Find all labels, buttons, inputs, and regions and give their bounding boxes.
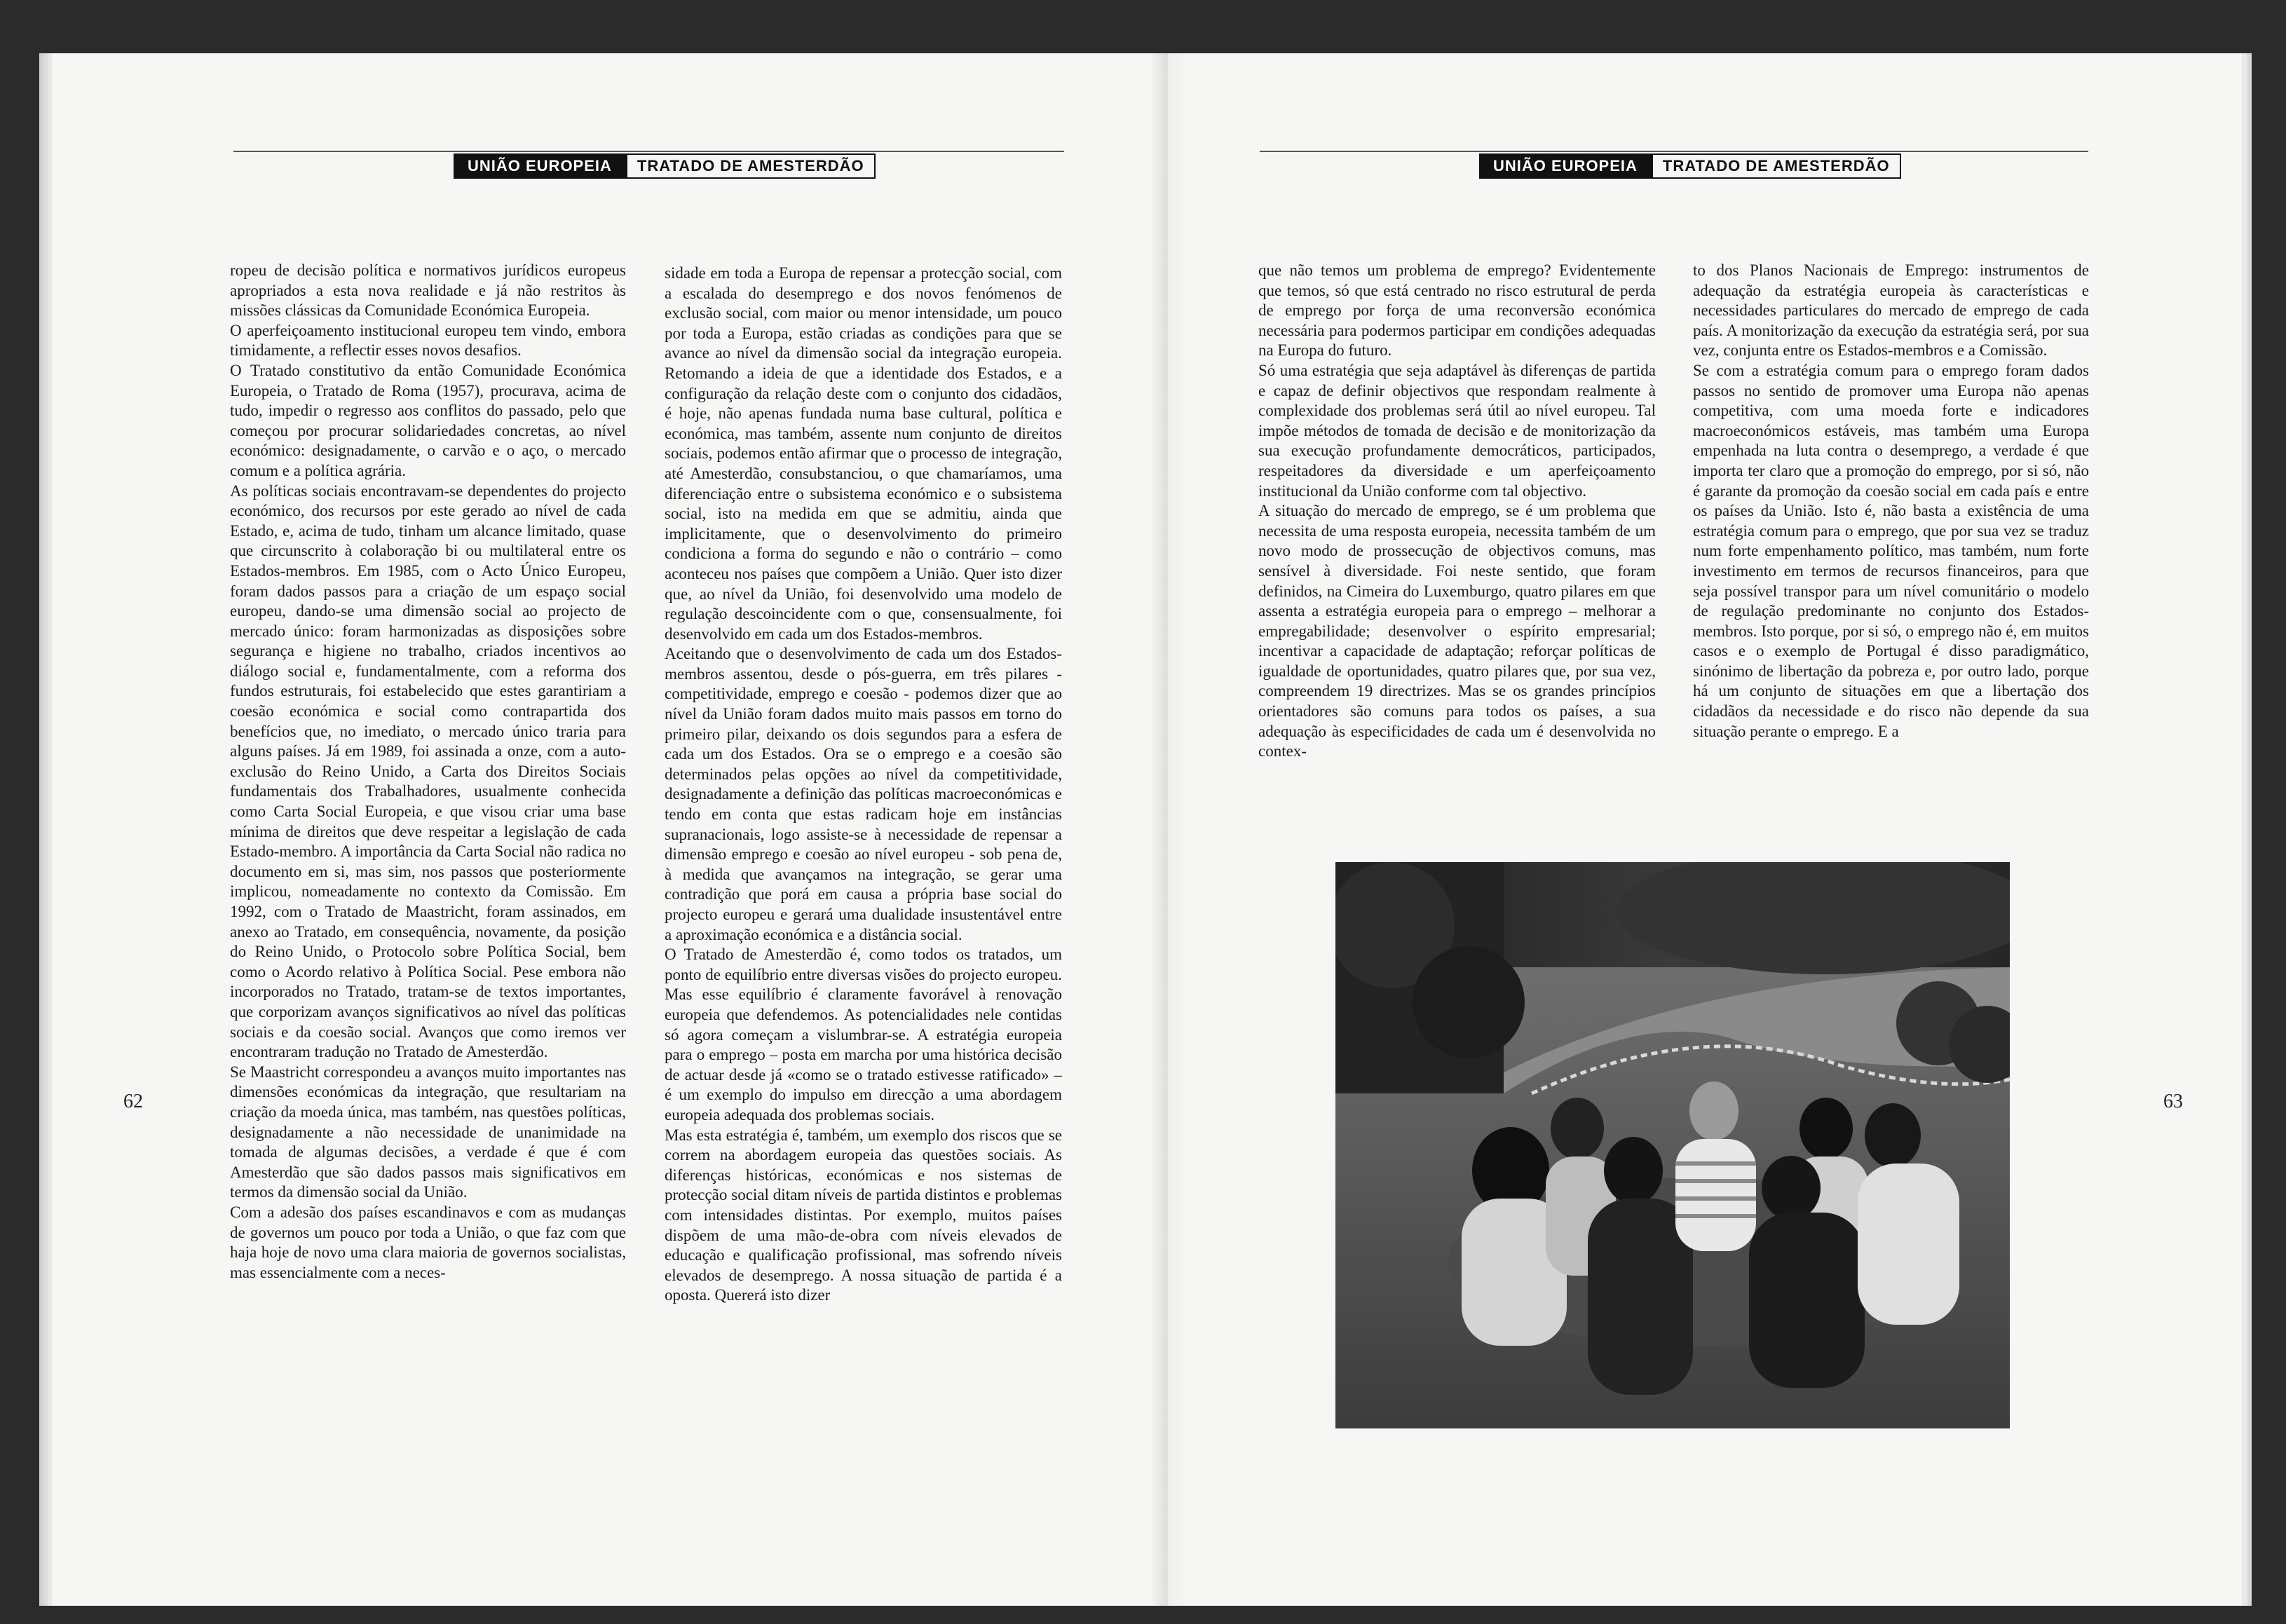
header-section-label: UNIÃO EUROPEIA (1479, 153, 1652, 179)
paragraph: Só uma estratégia que seja adaptável às diferenças de partida e capaz de definir objectivos que respondam realmente à complexidade dos problemas será útil ao nível europeu. Tal impõe métodos de tomada de decisão e de monitorização da sua execução profundamente democráticos, participados, respeitadores da diversidade e um aperfeiçoamento institucional da União conforme com tal objectivo. (1258, 361, 1656, 500)
left-header-rule (233, 151, 1064, 152)
paragraph: Com a adesão dos países escandinavos e com as mudanças de governos um pouco por toda a União, o que faz com que haja hoje de novo uma clara maioria de governos socialistas, mas essencialmente com a neces- (230, 1203, 626, 1281)
photo-image (1335, 862, 2010, 1428)
paragraph: que não temos um problema de emprego? Evidentemente que temos, só que está centrado no risco estrutural de perda de emprego por força de uma reconversão económica necessária para podermos participar em condições adequadas na Europa do futuro. (1258, 261, 1656, 360)
paragraph: O aperfeiçoamento institucional europeu tem vindo, embora timidamente, a reflectir esses novos desafios. (230, 321, 626, 360)
header-topic-label: TRATADO DE AMESTERDÃO (626, 153, 876, 179)
paragraph: Se Maastricht correspondeu a avanços muito importantes nas dimensões económicas da integração, que resultariam na criação da moeda única, mas também, nas questões políticas, designadamente a não necessidade de unanimidade na tomada de algumas decisões, a verdade é que é com Amesterdão que são dados passos mais significativos em termos da dimensão social da União. (230, 1063, 626, 1201)
right-column-1 (1258, 261, 1656, 762)
paragraph: As políticas sociais encontravam-se dependentes do projecto económico, dos recursos por este gerado ao nível de cada Estado, e, acima de tudo, tinham um alcance limitado, quase que circunscrito à colaboração bi ou multilateral entre os Estados-membros. Em 1985, com o Acto Único Europeu, foram dados passos para a criação de um espaço social europeu, dando-se uma dimensão social ao projecto de mercado único: foram harmonizadas as disposições sobre segurança e higiene no trabalho, criados incentivos ao diálogo social e, fundamentalmente, com a reforma dos fundos estruturais, foi estabelecido que estes garantiriam a coesão económica e social como contrapartida dos benefícios que, no imediato, o mercado único traria para alguns países. Já em 1989, foi assinada a onze, com a auto-exclusão do Reino Unido, a Carta dos Direitos Sociais fundamentais dos Trabalhadores, usualmente conhecida como Carta Social Europeia, e que visou criar uma base mínima de direitos que deve respeitar a legislação de cada Estado-membro. A importância da Carta Social não radica no documento em si, mas sim, nos passos que posteriormente implicou, nomeadamente no contexto da Comissão. Em 1992, com o Tratado de Maastricht, foram assinados, em anexo ao Tratado, em consequência, novamente, da posição do Reino Unido, o Protocolo sobre Política Social, bem como o Acordo relativo à Política Social. Pese embora não incorporados no Tratado, tratam-se de textos importantes, que corporizam avanços significativos ao nível das políticas sociais e da coesão social. Avanços que como iremos ver encontraram tradução no Tratado de Amesterdão. (230, 482, 626, 1061)
book-gutter (1150, 53, 1186, 1606)
left-page-number: 62 (123, 1091, 143, 1112)
paragraph: Aceitando que o desenvolvimento de cada um dos Estados-membros assentou, desde o pós-guerra, em três pilares - competitividade, emprego e coesão - podemos dizer que ao nível da União foram dados muito mais passos em torno do primeiro pilar, deixando os dois segundos para a esfera de cada um dos Estados. Ora se o emprego e a coesão são determinados pelas opções ao nível da competitividade, designadamente a definição das políticas macroeconómicas e tendo em conta que estas radicam hoje em instâncias supranacionais, logo assiste-se à necessidade de repensar a dimensão emprego e coesão ao nível europeu - sob pena de, à medida que avançamos na integração, se gerar uma contradição que porá em causa a própria base social do projecto europeu e gerará uma dualidade insustentável entre a aproximação económica e a distância social. (665, 645, 1062, 943)
paragraph: A situação do mercado de emprego, se é um problema que necessita de uma resposta europeia, necessita também de um novo modo de prossecução de objectivos comuns, mas sensível à diversidade. Foi neste sentido, que foram definidos, na Cimeira do Luxemburgo, quatro pilares em que assenta a estratégia europeia para o emprego – melhorar a empregabilidade; desenvolver o espírito empresarial; incentivar a capacidade de adaptação; reforçar políticas de igualdade de oportunidades, quatro pilares que, por sua vez, compreendem 19 directrizes. Mas se os grandes princípios orientadores são comuns para todos os países, a sua adequação às especificidades de cada um é desenvolvida no contex- (1258, 502, 1656, 760)
paragraph: Mas esta estratégia é, também, um exemplo dos riscos que se correm na abordagem europeia das questões sociais. As diferenças históricas, económicas e nos sistemas de protecção social ditam níveis de partida distintos e problemas com intensidades distintas. Por exemplo, muitos países dispõem de uma mão-de-obra com níveis elevados de educação e qualificação profissional, mas sofrendo níveis elevados de desemprego. A nossa situação de partida é a oposta. Quererá isto dizer (665, 1126, 1062, 1304)
paragraph: O Tratado de Amesterdão é, como todos os tratados, um ponto de equilíbrio entre diversas visões do projecto europeu. Mas esse equilíbrio é claramente favorável à renovação europeia que defendemos. As potencialidades nele contidas só agora começam a vislumbrar-se. A estratégia europeia para o emprego – posta em marcha por uma histórica decisão de actuar desde já «como se o tratado estivesse ratificado» – é um exemplo do impulso em direcção a uma abordagem europeia adequada dos problemas sociais. (665, 946, 1062, 1124)
header-topic-label: TRATADO DE AMESTERDÃO (1652, 153, 1901, 179)
left-column-2 (665, 264, 1062, 1306)
right-column-2 (1693, 261, 2089, 742)
header-section-label: UNIÃO EUROPEIA (454, 153, 626, 179)
left-running-header (454, 153, 876, 179)
left-column-1 (230, 261, 626, 1283)
right-page-number: 63 (2163, 1091, 2183, 1112)
paragraph: O Tratado constitutivo da então Comunidade Económica Europeia, o Tratado de Roma (1957), procurava, acima de tudo, impedir o regresso aos conflitos do passado, pelo que começou por procurar solidariedades concretas, ao nível económico: designadamente, o carvão e o aço, o mercado comum e a política agrária. (230, 361, 626, 479)
paragraph: sidade em toda a Europa de repensar a protecção social, com a escalada do desemprego e dos novos fenómenos de exclusão social, com maior ou menor intensidade, um pouco por toda a Europa, estão criadas as condições para que se avance ao nível da dimensão social da integração europeia. Retomando a ideia de que a identidade dos Estados, e a configuração da relação deste com o conjunto dos cidadãos, é hoje, não apenas fundada numa base cultural, política e económica, mas também, assente num conjunto de direitos sociais, podemos então afirmar que o processo de integração, até Amesterdão, consubstanciou, o que chamaríamos, uma diferenciação entre o subsistema económico e o subsistema social, isto na medida em que se admitiu, ainda que implicitamente, que o desenvolvimento do primeiro condiciona a forma do segundo e não o contrário – como aconteceu nos países que compõem a União. Quer isto dizer que, ao nível da União, foi desenvolvido uma modelo de regulação descoincidente com o que, consensualmente, foi desenvolvido em cada um dos Estados-membros. (665, 264, 1062, 643)
group-photo (1335, 862, 2010, 1428)
paragraph: to dos Planos Nacionais de Emprego: instrumentos de adequação da estratégia europeia às características e necessidades particulares do mercado de emprego de cada país. A monitorização da execução da estratégia será, por sua vez, conjunta entre os Estados-membros e a Comissão. (1693, 261, 2089, 360)
right-header-rule (1260, 151, 2088, 152)
paragraph: ropeu de decisão política e normativos jurídicos europeus apropriados a esta nova realidade e já não restritos às missões clássicas da Comunidade Económica Europeia. (230, 261, 626, 320)
paragraph: Se com a estratégia comum para o emprego foram dados passos no sentido de promover uma Europa não apenas competitiva, com uma moeda forte e indicadores macroeconómicos estáveis, mas também uma Europa empenhada na luta contra o desemprego, a verdade é que importa ter claro que a promoção do emprego, por si só, não é garante da promoção da coesão social em cada país e entre os países da União. Isto é, não basta a existência de uma estratégia comum para o emprego, que por sua vez se traduz num forte empenhamento político, mas também, num forte investimento em termos de recursos financeiros, para que seja possível transpor para um nível comunitário o modelo de regulação predominante no conjunto dos Estados-membros. Isto porque, por si só, o emprego não é, em muitos casos e o exemplo de Portugal é disso paradigmático, sinónimo de libertação da pobreza e, por outro lado, porque há um conjunto de situações em que a libertação dos cidadãos da necessidade e do risco não depende da sua situação perante o emprego. E a (1693, 361, 2089, 740)
right-running-header (1479, 153, 1901, 179)
